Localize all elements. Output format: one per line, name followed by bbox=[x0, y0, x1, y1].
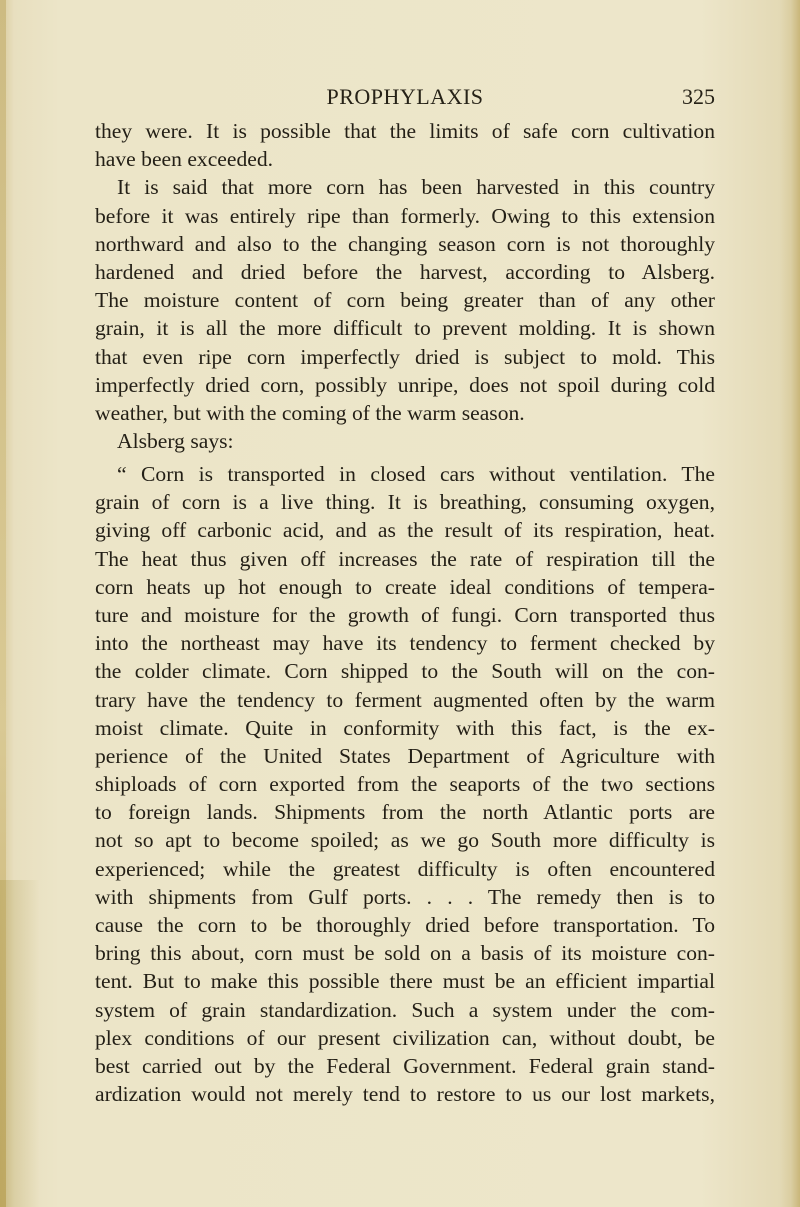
text-line: trary have the tendency to ferment augmented often by the warm bbox=[95, 687, 715, 712]
text-line: best carried out by the Federal Government. Federal grain stand- bbox=[95, 1053, 715, 1078]
text-line: weather, but with the coming of the warm season. bbox=[95, 400, 525, 425]
text-line: grain, it is all the more difficult to prevent molding. It is shown bbox=[95, 316, 715, 341]
text-line: Alsberg says: bbox=[117, 429, 234, 454]
text-line: they were. It is possible that the limits of safe corn cultivation bbox=[95, 119, 715, 143]
running-head: PROPHYLAXIS bbox=[326, 84, 484, 109]
text-line: shiploads of corn exported from the seaports of the two sections bbox=[95, 772, 715, 797]
text-line: perience of the United States Department of Agriculture with bbox=[95, 743, 715, 768]
page-header bbox=[95, 84, 715, 114]
text-line: corn heats up hot enough to create ideal conditions of tempera- bbox=[95, 574, 715, 599]
page-right-edge bbox=[790, 0, 800, 1207]
text-line: that even ripe corn imperfectly dried is subject to mold. This bbox=[95, 344, 715, 369]
text-line: plex conditions of our present civilization can, without doubt, be bbox=[95, 1025, 715, 1050]
text-line: the colder climate. Corn shipped to the South will on the con- bbox=[95, 659, 715, 684]
text-line: cause the corn to be thoroughly dried before transportation. To bbox=[95, 913, 715, 938]
text-line: moist climate. Quite in conformity with this fact, is the ex- bbox=[95, 715, 715, 740]
text-line: It is said that more corn has been harvested in this country bbox=[117, 175, 715, 200]
text-line: The heat thus given off increases the rate of respiration till the bbox=[95, 546, 715, 571]
text-line: imperfectly dried corn, possibly unripe, does not spoil during cold bbox=[95, 372, 715, 397]
text-line: The moisture content of corn being greater than of any other bbox=[95, 288, 715, 313]
text-line: into the northeast may have its tendency to ferment checked by bbox=[95, 631, 715, 656]
text-line: bring this about, corn must be sold on a basis of its moisture con- bbox=[95, 941, 715, 966]
text-line: hardened and dried before the harvest, according to Alsberg. bbox=[95, 259, 715, 284]
text-line: have been exceeded. bbox=[95, 147, 274, 172]
text-line: experienced; while the greatest difficulty is often encountered bbox=[95, 856, 715, 881]
text-line: grain of corn is a live thing. It is breathing, consuming oxygen, bbox=[95, 490, 715, 515]
text-line: to foreign lands. Shipments from the north Atlantic ports are bbox=[95, 800, 715, 825]
text-line: not so apt to become spoiled; as we go South more difficulty is bbox=[95, 828, 715, 853]
text-line: ture and moisture for the growth of fungi. Corn transported thus bbox=[95, 602, 715, 627]
text-line: ardization would not merely tend to restore to us our lost markets, bbox=[95, 1082, 715, 1107]
text-line: tent. But to make this possible there must be an efficient impartial bbox=[95, 969, 715, 994]
text-line: system of grain standardization. Such a system under the com- bbox=[95, 997, 715, 1022]
page-stain bbox=[0, 880, 40, 1207]
text-line: with shipments from Gulf ports. . . . The remedy then is to bbox=[95, 884, 715, 909]
text-line: before it was entirely ripe than formerly. Owing to this extension bbox=[95, 203, 715, 228]
body-text bbox=[95, 117, 715, 1108]
text-line: northward and also to the changing season corn is not thoroughly bbox=[95, 231, 715, 256]
text-line: “ Corn is transported in closed cars without ventilation. The bbox=[117, 462, 715, 487]
text-line: giving off carbonic acid, and as the result of its respiration, heat. bbox=[95, 518, 715, 543]
page-number: 325 bbox=[682, 84, 715, 109]
